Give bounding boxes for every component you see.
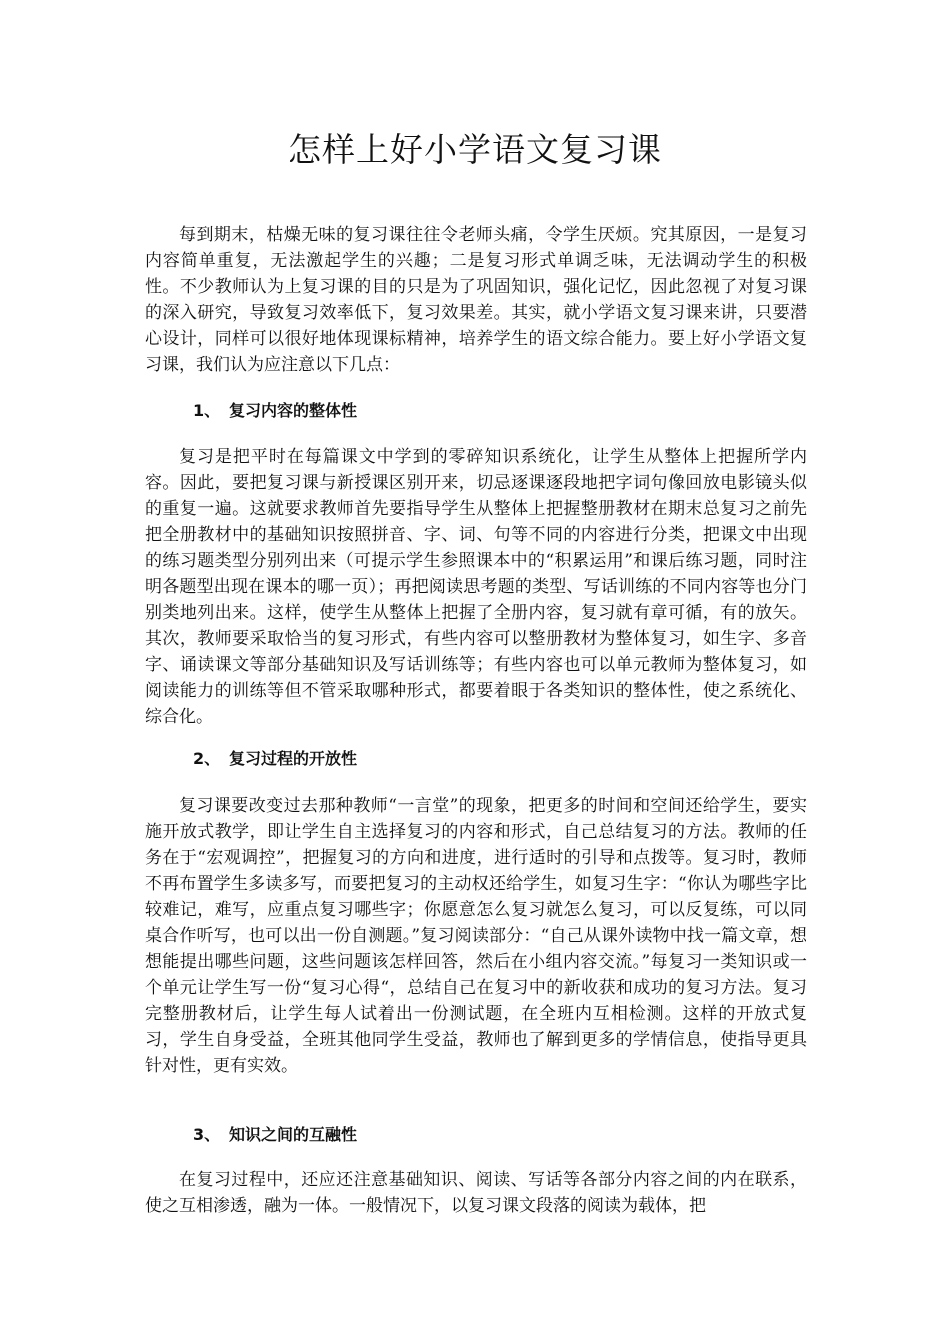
section-number-2: 2、 bbox=[193, 749, 221, 768]
section-body-1: 复习是把平时在每篇课文中学到的零碎知识系统化，让学生从整体上把握所学内容。因此，要把复习课与新授课区别开来，切忌逐课逐段地把字词句像回放电影镜头似的重复一遍。这就要求教师首先要指导学生从整体上把握整册教材在期末总复习之前先把全册教材中的基础知识按照拼音、字、词、句等不同的内容进行分类，把课文中出现的练习题类型分别列出来（可提示学生参照课本中的“积累运用”和课后练习题，同时注明各题型出现在课本的哪一页）；再把阅读思考题的类型、写话训练的不同内容等也分门别类地列出来。这样，使学生从整体上把握了全册内容，复习就有章可循，有的放矢。其次，教师要采取恰当的复习形式，有些内容可以整册教材为整体复习，如生字、多音字、诵读课文等部分基础知识及写话训练等；有些内容也可以单元教师为整体复习，如阅读能力的训练等但不管采取哪种形式，都要着眼于各类知识的整体性，使之系统化、综合化。 bbox=[145, 447, 807, 727]
section-title-3: 知识之间的互融性 bbox=[229, 1125, 358, 1144]
section-number-1: 1、 bbox=[193, 401, 221, 420]
section-heading-1 bbox=[193, 400, 357, 422]
document-title: 怎样上好小学语文复习课 bbox=[288, 130, 662, 169]
section-title-1: 复习内容的整体性 bbox=[229, 401, 358, 420]
section-body-2: 复习课要改变过去那种教师“一言堂”的现象，把更多的时间和空间还给学生，要实施开放式教学，即让学生自主选择复习的内容和形式，自己总结复习的方法。教师的任务在于“宏观调控”，把握复习的方向和进度，进行适时的引导和点拨等。复习时，教师不再布置学生多读多写，而要把复习的主动权还给学生，如复习生字：“你认为哪些字比较难记，难写，应重点复习哪些字；你愿意怎么复习就怎么复习，可以反复练，可以同桌合作听写，也可以出一份自测题。”复习阅读部分：“自己从课外读物中找一篇文章，想想能提出哪些问题，这些问题该怎样回答，然后在小组内容交流。”每复习一类知识或一个单元让学生写一份“复习心得“，总结自己在复习中的新收获和成功的复习方法。复习完整册教材后，让学生每人试着出一份测试题，在全班内互相检测。这样的开放式复习，学生自身受益，全班其他同学生受益，教师也了解到更多的学情信息，使指导更具针对性，更有实效。 bbox=[145, 796, 807, 1076]
intro-paragraph: 每到期末，枯燥无味的复习课往往令老师头痛，令学生厌烦。究其原因，一是复习内容简单重复，无法激起学生的兴趣；二是复习形式单调乏味，无法调动学生的积极性。不少教师认为上复习课的目的只是为了巩固知识，强化记忆，因此忽视了对复习课的深入研究，导致复习效率低下，复习效果差。其实，就小学语文复习课来讲，只要潜心设计，同样可以很好地体现课标精神，培养学生的语文综合能力。要上好小学语文复习课，我们认为应注意以下几点： bbox=[145, 225, 807, 375]
section-body-3: 在复习过程中，还应还注意基础知识、阅读、写话等各部分内容之间的内在联系，使之互相渗透，融为一体。一般情况下，以复习课文段落的阅读为载体，把 bbox=[145, 1170, 807, 1216]
section-heading-3 bbox=[193, 1124, 357, 1146]
section-number-3: 3、 bbox=[193, 1125, 221, 1144]
section-title-2: 复习过程的开放性 bbox=[229, 749, 358, 768]
section-heading-2 bbox=[193, 748, 357, 770]
